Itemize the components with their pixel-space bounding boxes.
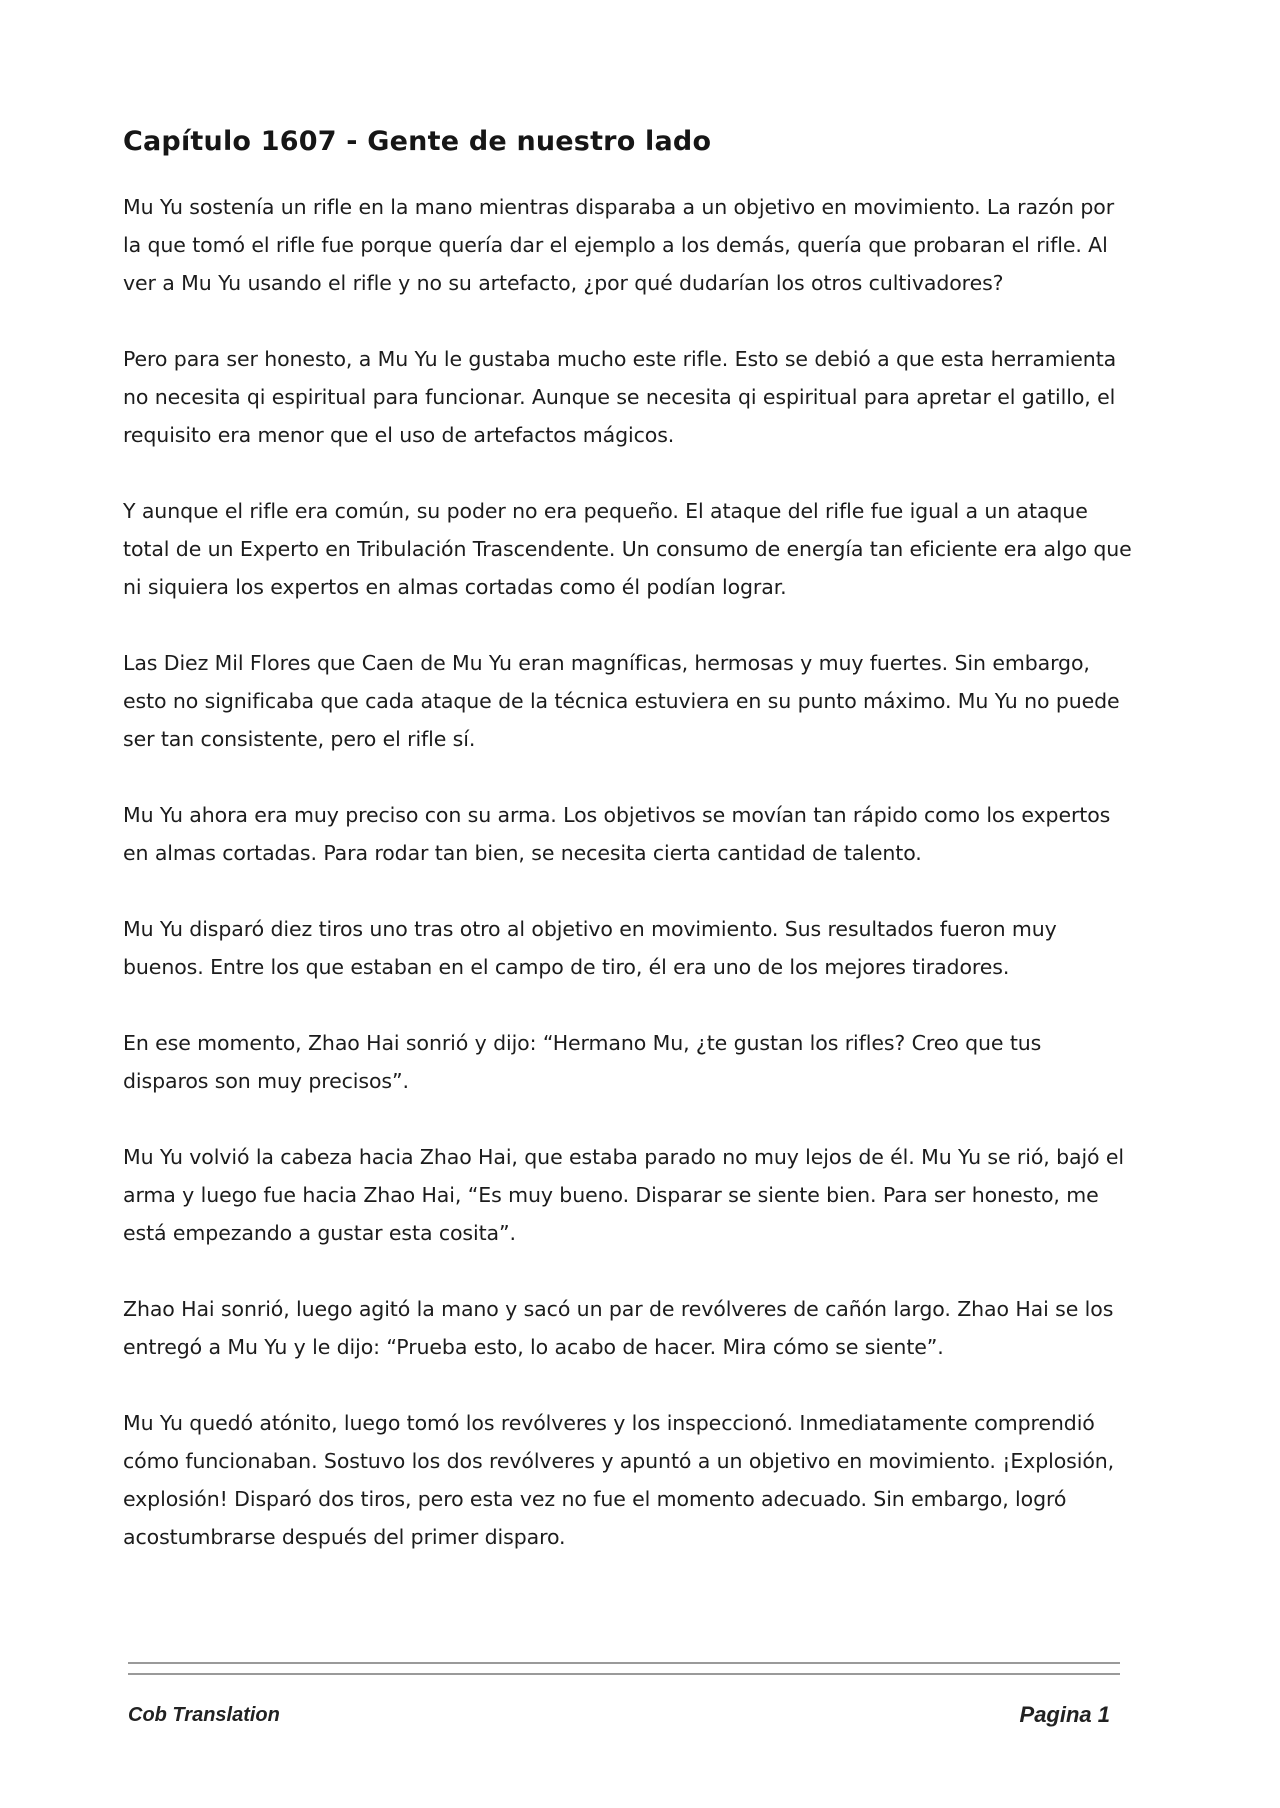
paragraph: Mu Yu quedó atónito, luego tomó los revólveres y los inspeccionó. Inmediatamente comprendió cómo funcionaban. Sostuvo los dos revólveres y apuntó a un objetivo en movimiento. ¡Explosión, explosión! Disparó dos tiros, pero esta vez no fue el momento adecuado. Sin embargo, logró acostumbrarse después del primer disparo. bbox=[123, 1411, 1115, 1549]
footer-credit: Cob Translation bbox=[128, 1704, 280, 1726]
paragraph: Mu Yu sostenía un rifle en la mano mientras disparaba a un objetivo en movimiento. La razón por la que tomó el rifle fue porque quería dar el ejemplo a los demás, quería que probaran el rifle. Al ver a Mu Yu usando el rifle y no su artefacto, ¿por qué dudarían los otros cultivadores? bbox=[123, 195, 1115, 295]
footer-divider bbox=[128, 1662, 1120, 1664]
chapter-title: Capítulo 1607 - Gente de nuestro lado bbox=[123, 126, 712, 157]
footer-divider bbox=[128, 1673, 1120, 1675]
paragraph: Pero para ser honesto, a Mu Yu le gustaba mucho este rifle. Esto se debió a que esta herramienta no necesita qi espiritual para funcionar. Aunque se necesita qi espiritual para apretar el gatillo, el requisito era menor que el uso de artefactos mágicos. bbox=[123, 347, 1117, 447]
paragraph: Mu Yu volvió la cabeza hacia Zhao Hai, que estaba parado no muy lejos de él. Mu Yu se rió, bajó el arma y luego fue hacia Zhao Hai, “Es muy bueno. Disparar se siente bien. Para ser honesto, me está empezando a gustar esta cosita”. bbox=[123, 1145, 1125, 1245]
page-number: Pagina 1 bbox=[1019, 1702, 1110, 1727]
document-body bbox=[123, 124, 1133, 1594]
paragraph: Las Diez Mil Flores que Caen de Mu Yu eran magníficas, hermosas y muy fuertes. Sin embargo, esto no significaba que cada ataque de la técnica estuviera en su punto máximo. Mu Yu no puede ser tan consistente, pero el rifle sí. bbox=[123, 651, 1120, 751]
paragraph: Y aunque el rifle era común, su poder no era pequeño. El ataque del rifle fue igual a un ataque total de un Experto en Tribulación Trascendente. Un consumo de energía tan eficiente era algo que ni siquiera los expertos en almas cortadas como él podían lograr. bbox=[123, 499, 1132, 599]
paragraph: En ese momento, Zhao Hai sonrió y dijo: “Hermano Mu, ¿te gustan los rifles? Creo que tus disparos son muy precisos”. bbox=[123, 1031, 1042, 1093]
paragraph: Mu Yu ahora era muy preciso con su arma. Los objetivos se movían tan rápido como los expertos en almas cortadas. Para rodar tan bien, se necesita cierta cantidad de talento. bbox=[123, 803, 1111, 865]
paragraph: Zhao Hai sonrió, luego agitó la mano y sacó un par de revólveres de cañón largo. Zhao Hai se los entregó a Mu Yu y le dijo: “Prueba esto, lo acabo de hacer. Mira cómo se siente”. bbox=[123, 1297, 1114, 1359]
paragraph: Mu Yu disparó diez tiros uno tras otro al objetivo en movimiento. Sus resultados fueron muy buenos. Entre los que estaban en el campo de tiro, él era uno de los mejores tiradores. bbox=[123, 917, 1057, 979]
